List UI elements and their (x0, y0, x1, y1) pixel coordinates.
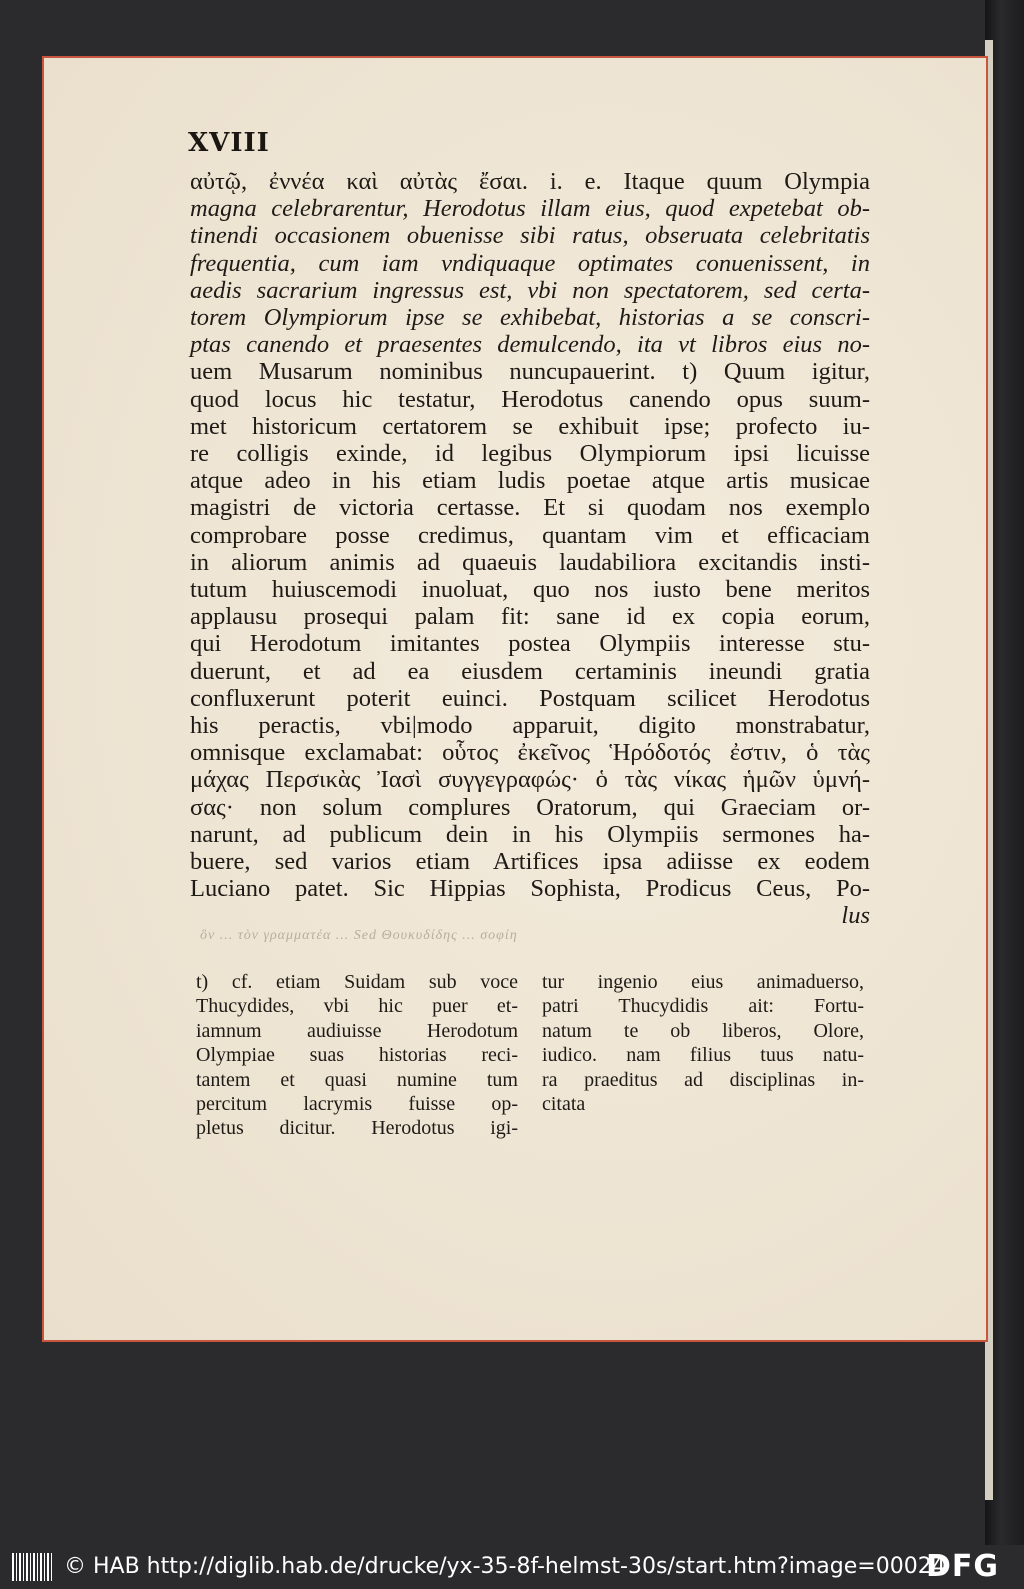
body-line: frequentia, cum iam vndiquaque optimates conuenissent, in (190, 249, 870, 277)
footnote-line: t) cf. etiam Suidam sub voce (196, 971, 518, 993)
body-line: confluxerunt poterit euinci. Postquam scilicet Herodotus (190, 684, 870, 712)
body-line: αὐτῷ, ἐννέα καὶ αὐτὰς ἔσαι. i. e. Itaque quum Olympia (190, 168, 870, 195)
body-line: magna celebrarentur, Herodotus illam eius, quod expetebat ob- (190, 195, 870, 223)
page-number: XVIII (188, 128, 270, 158)
body-line: σας· non solum complures Oratorum, qui Graeciam or- (190, 793, 870, 821)
body-line: qui Herodotum imitantes postea Olympiis interesse stu- (190, 630, 870, 658)
body-line: re colligis exinde, id legibus Olympiorum ipsi licuisse (190, 440, 870, 468)
body-line: uem Musarum nominibus nuncupauerint. t) Quum igitur, (190, 358, 870, 386)
footer-bar (0, 1545, 1024, 1589)
footnote-column-left (196, 970, 518, 1141)
body-line: ptas canendo et praesentes demulcendo, ita vt libros eius no- (190, 331, 870, 359)
body-line: Luciano patet. Sic Hippias Sophista, Prodicus Ceus, Po- (190, 875, 870, 903)
footnote-line: Olympiae suas historias reci- (196, 1044, 518, 1067)
body-line: aedis sacrarium ingressus est, vbi non spectatorem, sed certa- (190, 276, 870, 304)
body-line: tutum huiuscemodi inuoluat, quo nos iusto bene meritos (190, 576, 870, 604)
footnote-line: tur ingenio eius animaduerso, (542, 971, 864, 993)
dfg-logo: DFG (926, 1549, 1000, 1584)
body-text (190, 168, 870, 930)
body-line: narunt, ad publicum dein in his Olympiis sermones ha- (190, 820, 870, 848)
barcode-icon (12, 1553, 52, 1581)
body-line: atque adeo in his etiam ludis poetae atque artis musicae (190, 467, 870, 495)
footnote-line: Thucydides, vbi hic puer et- (196, 995, 518, 1018)
footnote-line: iudico. nam filius tuus natu- (542, 1044, 864, 1067)
body-line: omnisque exclamabat: οὗτος ἐκεῖνος Ἡρόδοτός ἐστιν, ὁ τὰς (190, 739, 870, 767)
body-line: applausu prosequi palam fit: sane id ex copia eorum, (190, 603, 870, 631)
footnote-line: pletus dicitur. Herodotus igi- (196, 1117, 518, 1140)
footnote-line: citata (542, 1093, 586, 1116)
body-line: quod locus hic testatur, Herodotus canendo opus suum- (190, 385, 870, 413)
show-through-text: ὃν ... τὸν γραμματέα ... Sed Θουκυδίδης ... σοφίη (200, 928, 518, 943)
body-line: duerunt, et ad ea eiusdem certaminis ineundi gratia (190, 657, 870, 685)
footnote-line: patri Thucydidis ait: Fortu- (542, 995, 864, 1018)
body-line: in aliorum animis ad quaeuis laudabiliora excitandis insti- (190, 548, 870, 576)
body-line: his peractis, vbi|modo apparuit, digito monstrabatur, (190, 712, 870, 740)
body-line: μάχας Περσικὰς Ἰασὶ συγγεγραφώς· ὁ τὰς νίκας ἡμῶν ὑμνή- (190, 766, 870, 794)
footnote-column-right (542, 970, 864, 1141)
body-line: torem Olympiorum ipse se exhibebat, historias a se conscri- (190, 304, 870, 332)
catchword: lus (841, 902, 870, 930)
footnote-line: tantem et quasi numine tum (196, 1068, 518, 1091)
body-line: comprobare posse credimus, quantam vim et efficaciam (190, 521, 870, 549)
footnote-line: ra praeditus ad disciplinas in- (542, 1068, 864, 1091)
footnote-line: natum te ob liberos, Olore, (542, 1019, 864, 1042)
body-line: magistri de victoria certasse. Et si quodam nos exemplo (190, 494, 870, 522)
body-line: buere, sed varios etiam Artifices ipsa adiisse ex eodem (190, 848, 870, 876)
footnotes (196, 970, 864, 1141)
body-line: tinendi occasionem obuenisse sibi ratus, obseruata celebritatis (190, 222, 870, 250)
source-credit-link[interactable]: © HAB http://diglib.hab.de/drucke/yx-35-8f-helmst-30s/start.htm?image=00024 (64, 1554, 946, 1579)
body-line: met historicum certatorem se exhibuit ipse; profecto iu- (190, 412, 870, 440)
footnote-line: percitum lacrymis fuisse op- (196, 1093, 518, 1116)
footnote-line: iamnum audiuisse Herodotum (196, 1019, 518, 1042)
